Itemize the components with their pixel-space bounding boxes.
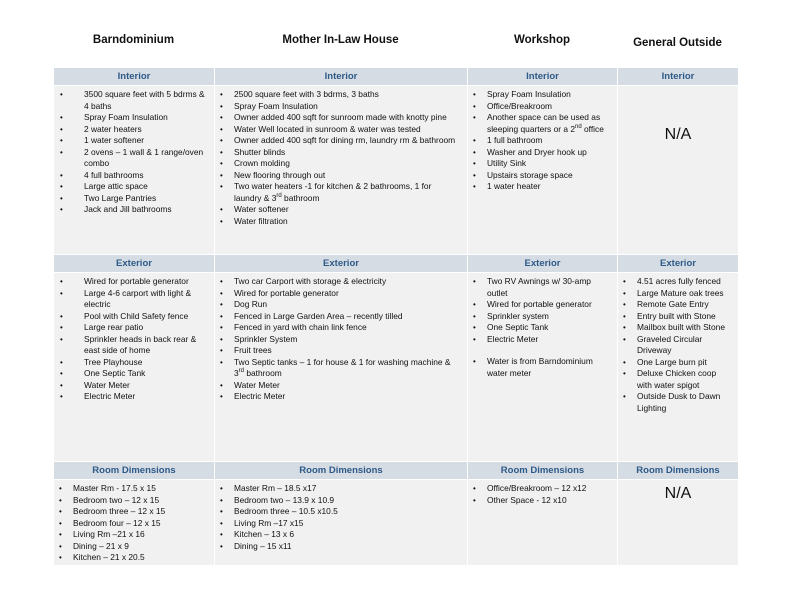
exterior-barndominium-cell: [54, 273, 215, 462]
list-item: • Wired for portable generator: [487, 299, 611, 311]
feature-list: [54, 276, 214, 403]
list-item: • Mailbox built with Stone: [637, 322, 732, 334]
exterior-mother-in-law-cell: [215, 273, 468, 462]
list-item: • Office/Breakroom – 12 x12: [487, 483, 611, 495]
list-item: • Living Rm –21 x 16: [73, 529, 208, 541]
list-item: • Electric Meter: [84, 391, 208, 403]
room-dimensions-header-row: [54, 462, 739, 480]
list-item: • Entry built with Stone: [637, 311, 732, 323]
list-item: • Bedroom four – 12 x 15: [73, 518, 208, 530]
list-item: • Graveled Circular Driveway: [637, 334, 732, 357]
section-header-exterior: Exterior: [215, 255, 468, 273]
list-item: • Two RV Awnings w/ 30-amp outlet: [487, 276, 611, 299]
list-item: • Water is from Barndominium water meter: [487, 356, 611, 379]
list-item: • Dining – 21 x 9: [73, 541, 208, 553]
list-item: • Living Rm –17 x15: [234, 518, 461, 530]
interior-header-row: [54, 68, 739, 86]
section-header-room-dimensions: Room Dimensions: [215, 462, 468, 480]
property-features-table: [53, 67, 739, 566]
list-item: • Utility Sink: [487, 158, 611, 170]
list-item: • Owner added 400 sqft for sunroom made with knotty pine: [234, 112, 461, 124]
section-header-interior: Interior: [215, 68, 468, 86]
list-item: • Electric Meter: [234, 391, 461, 403]
feature-list: [215, 483, 467, 552]
feature-list: [468, 483, 617, 506]
room-dimensions-body-row: [54, 480, 739, 566]
list-item: • 1 full bathroom: [487, 135, 611, 147]
column-title-workshop: Workshop: [513, 34, 570, 46]
list-item: • Crown molding: [234, 158, 461, 170]
section-header-interior: Interior: [468, 68, 618, 86]
room-dimensions-barndominium-cell: [54, 480, 215, 566]
list-item: • Large rear patio: [84, 322, 208, 334]
list-item: • Two Septic tanks – 1 for house & 1 for washing machine & 3rd bathroom: [234, 357, 461, 380]
interior-mother-in-law-cell: [215, 86, 468, 255]
list-item: • One Septic Tank: [487, 322, 611, 334]
list-item: • 1 water heater: [487, 181, 611, 193]
list-item: • Two water heaters -1 for kitchen & 2 bathrooms, 1 for laundry & 3rd bathroom: [234, 181, 461, 204]
interior-general-outside-cell: [618, 86, 739, 255]
list-item: • Two Large Pantries: [84, 193, 208, 205]
list-item: • Spray Foam Insulation: [84, 112, 208, 124]
list-item: • 2 ovens – 1 wall & 1 range/oven combo: [84, 147, 208, 170]
list-item: • Bedroom two – 12 x 15: [73, 495, 208, 507]
not-applicable-text: N/A: [664, 485, 692, 502]
list-item: • Fruit trees: [234, 345, 461, 357]
list-item: • Tree Playhouse: [84, 357, 208, 369]
list-item: • Spray Foam Insulation: [234, 101, 461, 113]
list-item: • Water Meter: [234, 380, 461, 392]
feature-list: [54, 89, 214, 216]
section-header-interior: Interior: [54, 68, 215, 86]
list-item: • One Septic Tank: [84, 368, 208, 380]
list-item: • Kitchen – 13 x 6: [234, 529, 461, 541]
list-item: • Kitchen – 21 x 20.5: [73, 552, 208, 564]
list-item: • Master Rm – 18.5 x17: [234, 483, 461, 495]
section-header-interior: Interior: [618, 68, 739, 86]
section-header-room-dimensions: Room Dimensions: [54, 462, 215, 480]
list-item: • Office/Breakroom: [487, 101, 611, 113]
feature-list: [468, 89, 617, 193]
list-item: • Pool with Child Safety fence: [84, 311, 208, 323]
list-item: • Other Space - 12 x10: [487, 495, 611, 507]
list-item: • Fenced in Large Garden Area – recently tilled: [234, 311, 461, 323]
list-item: • Wired for portable generator: [84, 276, 208, 288]
list-item: • One Large burn pit: [637, 357, 732, 369]
list-item: • Sprinkler heads in back rear & east side of home: [84, 334, 208, 357]
list-item: • 4.51 acres fully fenced: [637, 276, 732, 288]
list-item: • Water softener: [234, 204, 461, 216]
section-header-exterior: Exterior: [618, 255, 739, 273]
feature-list: [468, 276, 617, 379]
exterior-general-outside-cell: [618, 273, 739, 462]
feature-list: [215, 276, 467, 403]
list-item: • 1 water softener: [84, 135, 208, 147]
list-item: • 4 full bathrooms: [84, 170, 208, 182]
list-item: • Water Well located in sunroom & water was tested: [234, 124, 461, 136]
section-header-exterior: Exterior: [468, 255, 618, 273]
interior-body-row: [54, 86, 739, 255]
list-item: • Outside Dusk to Dawn Lighting: [637, 391, 732, 414]
list-item: • Large Mature oak trees: [637, 288, 732, 300]
not-applicable-text: N/A: [664, 126, 692, 143]
list-item: • Deluxe Chicken coop with water spigot: [637, 368, 732, 391]
feature-list: [618, 276, 738, 414]
section-header-room-dimensions: Room Dimensions: [468, 462, 618, 480]
room-dimensions-mother-in-law-cell: [215, 480, 468, 566]
list-item: • Large 4-6 carport with light & electric: [84, 288, 208, 311]
list-item: • Wired for portable generator: [234, 288, 461, 300]
section-header-room-dimensions: Room Dimensions: [618, 462, 739, 480]
list-item: • Bedroom three – 12 x 15: [73, 506, 208, 518]
list-item: • Large attic space: [84, 181, 208, 193]
list-item: • Sprinkler system: [487, 311, 611, 323]
list-item: • 2 water heaters: [84, 124, 208, 136]
list-item: • Dog Run: [234, 299, 461, 311]
interior-workshop-cell: [468, 86, 618, 255]
list-item: • New flooring through out: [234, 170, 461, 182]
list-item: • Sprinkler System: [234, 334, 461, 346]
column-title-general-outside: General Outside: [633, 37, 722, 49]
exterior-header-row: [54, 255, 739, 273]
list-item: • Water Meter: [84, 380, 208, 392]
interior-barndominium-cell: [54, 86, 215, 255]
exterior-workshop-cell: [468, 273, 618, 462]
feature-list: [215, 89, 467, 227]
list-item: • Jack and Jill bathrooms: [84, 204, 208, 216]
list-item: • Master Rm - 17.5 x 15: [73, 483, 208, 495]
list-item: • Shutter blinds: [234, 147, 461, 159]
list-item: • Dining – 15 x11: [234, 541, 461, 553]
column-title-barndominium: Barndominium: [92, 34, 175, 46]
room-dimensions-workshop-cell: [468, 480, 618, 566]
exterior-body-row: [54, 273, 739, 462]
section-header-exterior: Exterior: [54, 255, 215, 273]
column-title-mother-in-law-house: Mother In-Law House: [282, 34, 399, 46]
list-item: • Washer and Dryer hook up: [487, 147, 611, 159]
room-dimensions-general-outside-cell: [618, 480, 739, 566]
list-item: • Upstairs storage space: [487, 170, 611, 182]
list-item: • Water filtration: [234, 216, 461, 228]
list-item: • Spray Foam Insulation: [487, 89, 611, 101]
list-item: • Owner added 400 sqft for dining rm, laundry rm & bathroom: [234, 135, 461, 147]
list-item: • 3500 square feet with 5 bdrms & 4 baths: [84, 89, 208, 112]
list-item: • 2500 square feet with 3 bdrms, 3 baths: [234, 89, 461, 101]
list-item: • Bedroom three – 10.5 x10.5: [234, 506, 461, 518]
list-item: • Electric Meter: [487, 334, 611, 346]
list-item: • Bedroom two – 13.9 x 10.9: [234, 495, 461, 507]
feature-list: [54, 483, 214, 564]
list-item: • Remote Gate Entry: [637, 299, 732, 311]
list-item: • Fenced in yard with chain link fence: [234, 322, 461, 334]
list-item: • Two car Carport with storage & electricity: [234, 276, 461, 288]
list-item: • Another space can be used as sleeping quarters or a 2nd office: [487, 112, 611, 135]
